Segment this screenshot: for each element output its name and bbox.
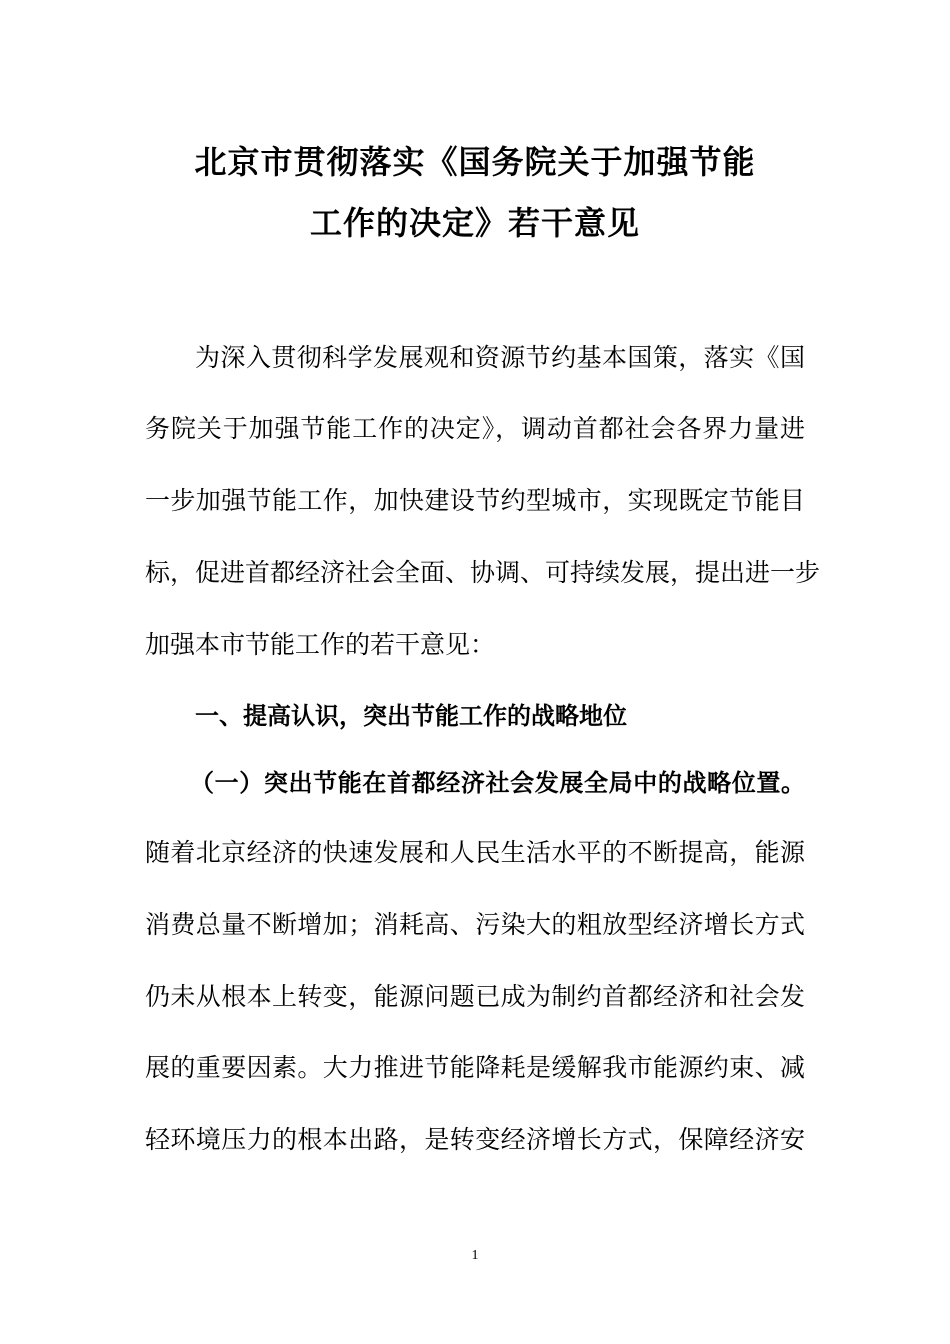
page-number: 1 [471, 1248, 479, 1263]
subsection-heading: （一）突出节能在首都经济社会发展全局中的战略位置。 [190, 769, 805, 797]
body-paragraph-line-4: 展的重要因素。大力推进节能降耗是缓解我市能源约束、减 [145, 1053, 805, 1082]
intro-paragraph-line-1: 为深入贯彻科学发展观和资源节约基本国策，落实《国 [195, 343, 805, 372]
document-title-line-2: 工作的决定》若干意见 [309, 204, 640, 242]
body-paragraph-line-3: 仍未从根本上转变，能源问题已成为制约首都经济和社会发 [145, 982, 805, 1011]
body-paragraph-line-1: 随着北京经济的快速发展和人民生活水平的不断提高，能源 [145, 838, 805, 867]
section-heading: 一、提高认识，突出节能工作的战略地位 [195, 702, 627, 730]
body-paragraph-line-5: 轻环境压力的根本出路，是转变经济增长方式，保障经济安 [145, 1125, 805, 1154]
document-title-line-1: 北京市贯彻落实《国务院关于加强节能 [194, 143, 756, 181]
intro-paragraph-line-5: 加强本市节能工作的若干意见： [145, 630, 496, 659]
intro-paragraph-line-3: 一步加强节能工作，加快建设节约型城市，实现既定节能目 [145, 486, 805, 515]
intro-paragraph-line-4: 标，促进首都经济社会全面、协调、可持续发展，提出进一步 [145, 558, 821, 587]
body-paragraph-line-2: 消费总量不断增加；消耗高、污染大的粗放型经济增长方式 [145, 910, 805, 939]
intro-paragraph-line-2: 务院关于加强节能工作的决定》，调动首都社会各界力量进 [145, 414, 805, 443]
